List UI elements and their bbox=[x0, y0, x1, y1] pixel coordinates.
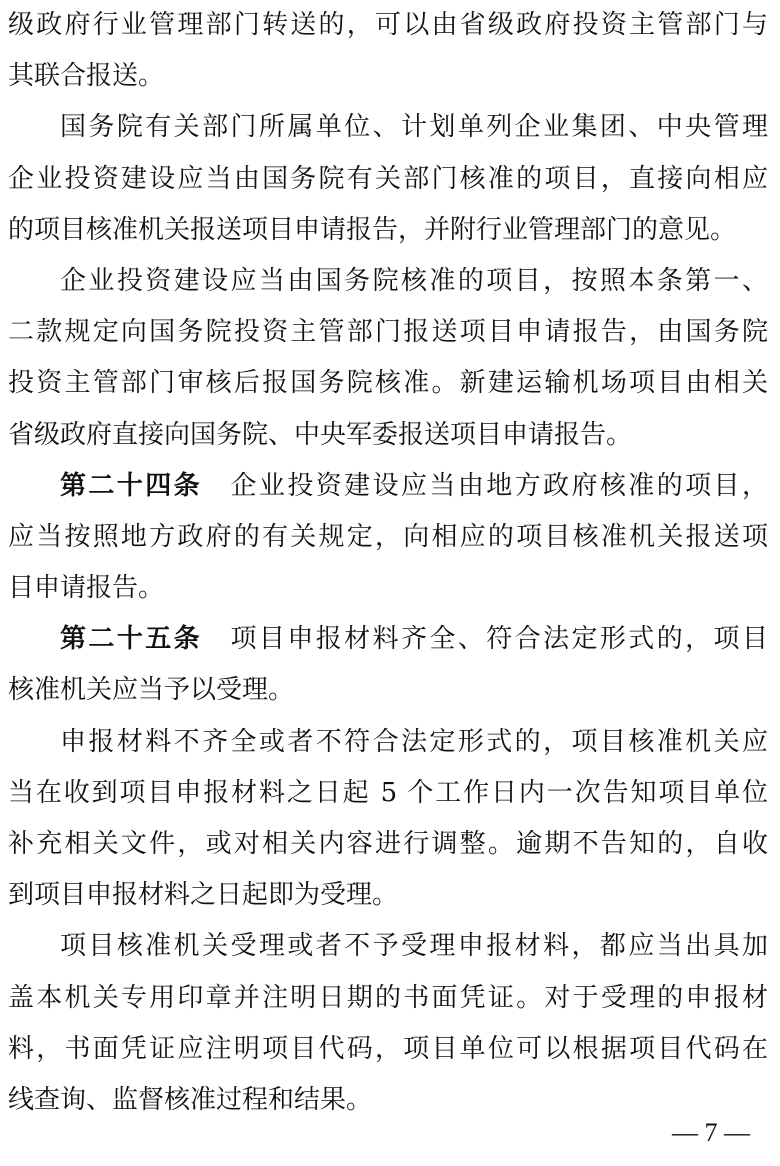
text-line bbox=[8, 461, 768, 512]
article-heading: 第二十五条 bbox=[60, 624, 203, 655]
text-line: 企业投资建设应当由国务院有关部门核准的项目，直接向相应 bbox=[8, 163, 768, 194]
text-line: 的项目核准机关报送项目申请报告，并附行业管理部门的意见。 bbox=[8, 214, 737, 245]
paragraph bbox=[8, 256, 768, 461]
text-line: 核准机关应当予以受理。 bbox=[8, 675, 295, 706]
article-24 bbox=[8, 461, 768, 615]
text-line: 省级政府直接向国务院、中央军委报送项目申请报告。 bbox=[8, 419, 633, 450]
text-line: 补充相关文件，或对相关内容进行调整。逾期不告知的，自收 bbox=[8, 829, 768, 859]
paragraph bbox=[8, 921, 768, 1126]
text-line: 申报材料不齐全或者不符合法定形式的，项目核准机关应 bbox=[60, 726, 768, 757]
text-line: 料，书面凭证应注明项目代码，项目单位可以根据项目代码在 bbox=[8, 1033, 768, 1064]
text-line: 二款规定向国务院投资主管部门报送项目申请报告，由国务院 bbox=[8, 317, 768, 348]
page-number: — 7 — bbox=[672, 1118, 750, 1147]
text-line: 企业投资建设应当由国务院核准的项目，按照本条第一、 bbox=[60, 265, 768, 296]
article-heading: 第二十四条 bbox=[60, 470, 203, 501]
text-line: 国务院有关部门所属单位、计划单列企业集团、中央管理 bbox=[60, 112, 768, 143]
text-line bbox=[8, 614, 768, 665]
paragraph bbox=[8, 717, 768, 922]
text-line: 投资主管部门审核后报国务院核准。新建运输机场项目由相关 bbox=[8, 368, 768, 399]
text-line: 线查询、监督核准过程和结果。 bbox=[8, 1084, 373, 1115]
text-line: 目申请报告。 bbox=[8, 573, 165, 604]
article-text: 项目申报材料齐全、符合法定形式的，项目 bbox=[228, 624, 768, 655]
text-line: 盖本机关专用印章并注明日期的书面凭证。对于受理的申报材 bbox=[8, 982, 768, 1013]
text-line: 项目核准机关受理或者不予受理申报材料，都应当出具加 bbox=[60, 931, 768, 962]
text-line: 其联合报送。 bbox=[8, 61, 165, 92]
text-line: 应当按照地方政府的有关规定，向相应的项目核准机关报送项 bbox=[8, 521, 768, 552]
article-text: 企业投资建设应当由地方政府核准的项目， bbox=[228, 470, 768, 501]
paragraph-continuation bbox=[8, 0, 768, 102]
document-page bbox=[8, 0, 768, 1126]
text-line: 到项目申报材料之日起即为受理。 bbox=[8, 880, 399, 911]
paragraph bbox=[8, 102, 768, 256]
article-25 bbox=[8, 614, 768, 716]
text-line: 当在收到项目申报材料之日起 5 个工作日内一次告知项目单位 bbox=[8, 777, 768, 808]
text-line: 级政府行业管理部门转送的，可以由省级政府投资主管部门与 bbox=[8, 10, 768, 40]
